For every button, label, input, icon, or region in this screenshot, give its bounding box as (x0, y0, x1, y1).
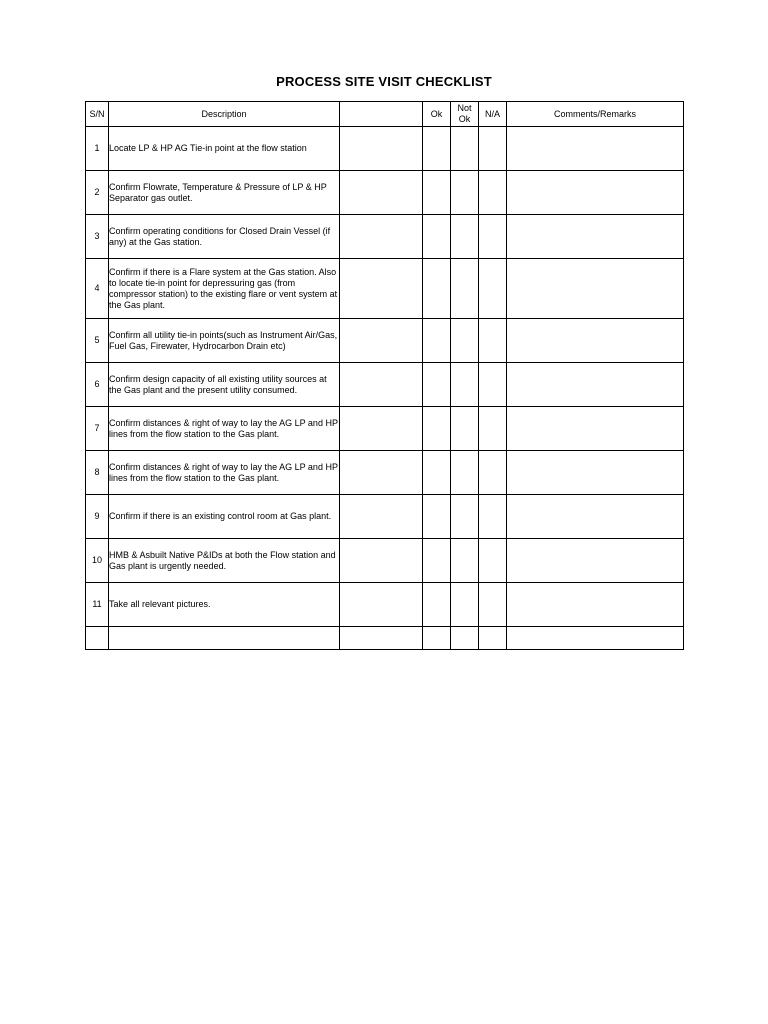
description-cell: Confirm operating conditions for Closed Drain Vessel (if any) at the Gas station. (109, 215, 340, 259)
na-cell[interactable] (479, 583, 507, 627)
header-blank (340, 102, 423, 127)
blank-cell (340, 171, 423, 215)
na-cell[interactable] (479, 407, 507, 451)
sn-cell: 9 (86, 495, 109, 539)
not-ok-cell[interactable] (451, 127, 479, 171)
sn-cell: 6 (86, 363, 109, 407)
comments-cell[interactable] (507, 495, 684, 539)
blank-cell (340, 127, 423, 171)
ok-cell[interactable] (423, 627, 451, 650)
blank-cell (340, 451, 423, 495)
ok-cell[interactable] (423, 319, 451, 363)
blank-cell (340, 215, 423, 259)
table-row (86, 451, 684, 495)
description-cell: Confirm all utility tie-in points(such as Instrument Air/Gas, Fuel Gas, Firewater, Hydrocarbon Drain etc) (109, 319, 340, 363)
ok-cell[interactable] (423, 259, 451, 319)
header-not-ok-line1: Not (457, 103, 472, 113)
ok-cell[interactable] (423, 363, 451, 407)
not-ok-cell[interactable] (451, 539, 479, 583)
comments-cell[interactable] (507, 539, 684, 583)
header-not-ok-line2: Ok (458, 114, 471, 124)
table-row (86, 319, 684, 363)
na-cell[interactable] (479, 495, 507, 539)
not-ok-cell[interactable] (451, 583, 479, 627)
header-description: Description (109, 102, 340, 127)
not-ok-cell[interactable] (451, 407, 479, 451)
sn-cell: 8 (86, 451, 109, 495)
not-ok-cell[interactable] (451, 451, 479, 495)
table-row (86, 215, 684, 259)
na-cell[interactable] (479, 363, 507, 407)
description-cell: Confirm distances & right of way to lay the AG LP and HP lines from the flow station to the Gas plant. (109, 451, 340, 495)
comments-cell[interactable] (507, 171, 684, 215)
blank-cell (340, 495, 423, 539)
header-sn: S/N (86, 102, 109, 127)
blank-cell (340, 583, 423, 627)
header-na: N/A (479, 102, 507, 127)
ok-cell[interactable] (423, 127, 451, 171)
table-row (86, 627, 684, 650)
blank-cell (340, 259, 423, 319)
table-row (86, 495, 684, 539)
na-cell[interactable] (479, 259, 507, 319)
table-row (86, 583, 684, 627)
sn-cell: 7 (86, 407, 109, 451)
blank-cell (340, 407, 423, 451)
table-row (86, 407, 684, 451)
description-cell: Confirm if there is an existing control room at Gas plant. (109, 495, 340, 539)
not-ok-cell[interactable] (451, 215, 479, 259)
not-ok-cell[interactable] (451, 495, 479, 539)
description-cell: HMB & Asbuilt Native P&IDs at both the Flow station and Gas plant is urgently needed. (109, 539, 340, 583)
description-cell: Confirm Flowrate, Temperature & Pressure of LP & HP Separator gas outlet. (109, 171, 340, 215)
comments-cell[interactable] (507, 407, 684, 451)
ok-cell[interactable] (423, 495, 451, 539)
not-ok-cell[interactable] (451, 259, 479, 319)
comments-cell[interactable] (507, 363, 684, 407)
na-cell[interactable] (479, 539, 507, 583)
sn-cell: 11 (86, 583, 109, 627)
sn-cell: 4 (86, 259, 109, 319)
blank-cell (340, 539, 423, 583)
na-cell[interactable] (479, 451, 507, 495)
comments-cell[interactable] (507, 215, 684, 259)
comments-cell[interactable] (507, 127, 684, 171)
sn-cell: 2 (86, 171, 109, 215)
blank-cell (340, 627, 423, 650)
page-title: PROCESS SITE VISIT CHECKLIST (276, 74, 492, 89)
table-row (86, 539, 684, 583)
not-ok-cell[interactable] (451, 171, 479, 215)
blank-cell (340, 363, 423, 407)
header-row (86, 102, 684, 127)
ok-cell[interactable] (423, 583, 451, 627)
sn-cell: 10 (86, 539, 109, 583)
ok-cell[interactable] (423, 407, 451, 451)
description-cell: Confirm design capacity of all existing utility sources at the Gas plant and the present utility consumed. (109, 363, 340, 407)
description-cell: Locate LP & HP AG Tie-in point at the flow station (109, 127, 340, 171)
table-row (86, 171, 684, 215)
sn-cell: 5 (86, 319, 109, 363)
not-ok-cell[interactable] (451, 363, 479, 407)
checklist-table (85, 101, 684, 650)
comments-cell[interactable] (507, 259, 684, 319)
description-cell: Take all relevant pictures. (109, 583, 340, 627)
na-cell[interactable] (479, 127, 507, 171)
sn-cell: 3 (86, 215, 109, 259)
description-cell: Confirm distances & right of way to lay the AG LP and HP lines from the flow station to the Gas plant. (109, 407, 340, 451)
not-ok-cell[interactable] (451, 627, 479, 650)
table-row (86, 363, 684, 407)
comments-cell[interactable] (507, 319, 684, 363)
comments-cell[interactable] (507, 583, 684, 627)
ok-cell[interactable] (423, 451, 451, 495)
header-not-ok (451, 102, 479, 127)
description-cell: Confirm if there is a Flare system at the Gas station. Also to locate tie-in point for depressuring gas (from compressor station) to the existing flare or vent system at the Gas plant. (109, 259, 340, 319)
header-comments: Comments/Remarks (507, 102, 684, 127)
sn-cell (86, 627, 109, 650)
ok-cell[interactable] (423, 171, 451, 215)
not-ok-cell[interactable] (451, 319, 479, 363)
ok-cell[interactable] (423, 215, 451, 259)
na-cell[interactable] (479, 627, 507, 650)
table-row (86, 127, 684, 171)
blank-cell (340, 319, 423, 363)
table-row (86, 259, 684, 319)
header-ok: Ok (423, 102, 451, 127)
comments-cell[interactable] (507, 627, 684, 650)
ok-cell[interactable] (423, 539, 451, 583)
na-cell[interactable] (479, 171, 507, 215)
comments-cell[interactable] (507, 451, 684, 495)
na-cell[interactable] (479, 319, 507, 363)
sn-cell: 1 (86, 127, 109, 171)
na-cell[interactable] (479, 215, 507, 259)
description-cell (109, 627, 340, 650)
